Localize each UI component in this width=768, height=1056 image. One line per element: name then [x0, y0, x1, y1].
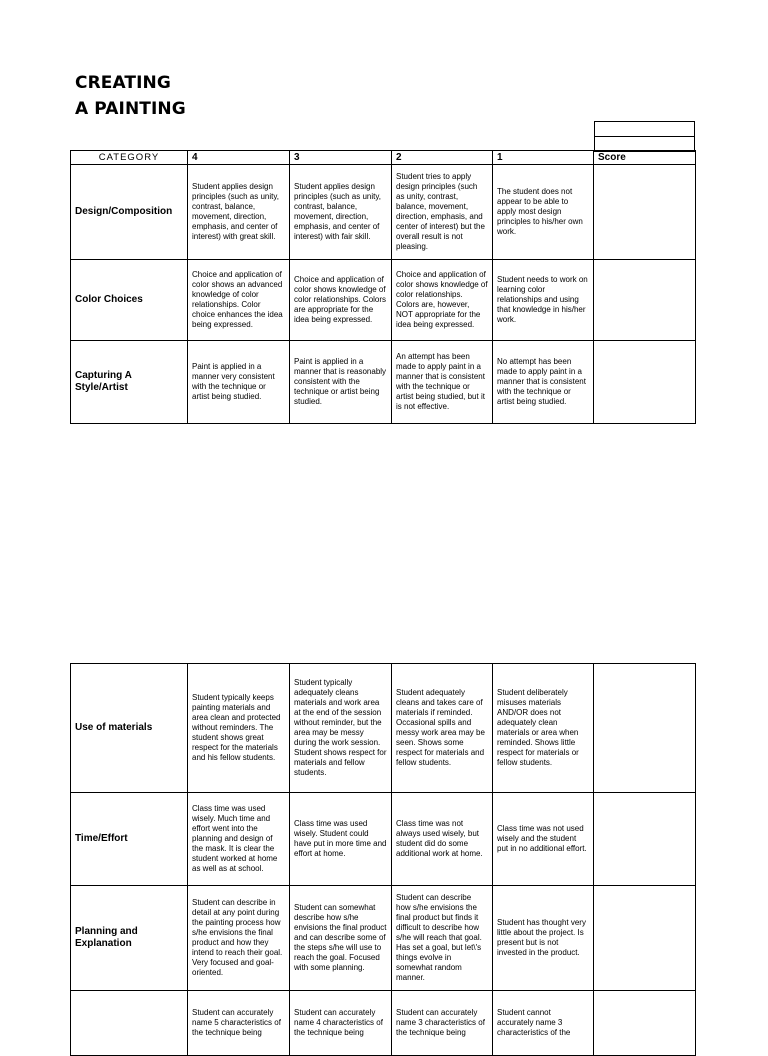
header-row	[71, 151, 696, 165]
level-2-cell: An attempt has been made to apply paint in a manner that is consistent with the technique or artist being studied, but it is not effective.	[392, 341, 493, 424]
row-category: Planning and Explanation	[71, 886, 188, 991]
level-1-cell: Student needs to work on learning color relationships and using that knowledge in his/her work.	[493, 260, 594, 341]
level-2-cell: Class time was not always used wisely, but student did do some additional work at home.	[392, 793, 493, 886]
score-cell[interactable]	[594, 165, 696, 260]
table-row	[71, 793, 696, 886]
table-row	[71, 341, 696, 424]
rubric-table-2	[70, 663, 696, 1056]
level-4-cell: Class time was used wisely. Much time and effort went into the planning and design of the mask. It is clear the student worked at home as well as at school.	[188, 793, 290, 886]
level-1-cell: Class time was not used wisely and the student put in no additional effort.	[493, 793, 594, 886]
level-3-cell: Paint is applied in a manner that is reasonably consistent with the technique or artist being studied.	[290, 341, 392, 424]
level-4-cell: Student can describe in detail at any point during the painting process how s/he envisions the final product and how they intend to reach their goal. Very focused and goal-oriented.	[188, 886, 290, 991]
score-cell[interactable]	[594, 793, 696, 886]
level-2-cell: Student can describe how s/he envisions the final product but finds it difficult to describe how s/he will reach that goal. Has set a goal, but let\'s things evolve in somewhat random manner.	[392, 886, 493, 991]
score-cell[interactable]	[594, 664, 696, 793]
score-cell[interactable]	[594, 260, 696, 341]
title-line-2: A PAINTING	[75, 99, 186, 119]
header-level-4: 4	[188, 151, 290, 165]
header-level-3: 3	[290, 151, 392, 165]
level-1-cell: Student deliberately misuses materials AND/OR does not adequately clean materials or area when reminded. Shows little respect for materials or fellow students.	[493, 664, 594, 793]
table-row	[71, 165, 696, 260]
row-category: Time/Effort	[71, 793, 188, 886]
level-3-cell: Choice and application of color shows knowledge of color relationships. Colors are appropriate for the idea being expressed.	[290, 260, 392, 341]
rubric-table-1	[70, 150, 696, 424]
level-4-cell: Student can accurately name 5 characteristics of the technique being	[188, 991, 290, 1056]
table-row	[71, 991, 696, 1056]
header-score: Score	[594, 151, 696, 165]
level-1-cell: Student has thought very little about the project. Is present but is not invested in the product.	[493, 886, 594, 991]
row-category: Color Choices	[71, 260, 188, 341]
level-2-cell: Student adequately cleans and takes care of materials if reminded. Occasional spills and messy work area may be seen. Shows some respect for materials and fellow students.	[392, 664, 493, 793]
level-4-cell: Student typically keeps painting materials and area clean and protected without reminders. The student shows great respect for the materials and his fellow students.	[188, 664, 290, 793]
row-category	[71, 991, 188, 1056]
table-row	[71, 260, 696, 341]
row-category: Use of materials	[71, 664, 188, 793]
row-category: Capturing A Style/Artist	[71, 341, 188, 424]
level-2-cell: Choice and application of color shows knowledge of color relationships. Colors are, however, NOT appropriate for the idea being expressed.	[392, 260, 493, 341]
header-category: CATEGORY	[71, 151, 188, 165]
level-3-cell: Student applies design principles (such as unity, contrast, balance, movement, direction, emphasis, and center of interest) with fair skill.	[290, 165, 392, 260]
header-level-2: 2	[392, 151, 493, 165]
header-level-1: 1	[493, 151, 594, 165]
level-1-cell: The student does not appear to be able to apply most design principles to his/her own work.	[493, 165, 594, 260]
score-cell[interactable]	[594, 886, 696, 991]
table-row	[71, 886, 696, 991]
level-4-cell: Choice and application of color shows an advanced knowledge of color relationships. Color choice enhances the idea being expressed.	[188, 260, 290, 341]
level-4-cell: Paint is applied in a manner very consistent with the technique or artist being studied.	[188, 341, 290, 424]
row-category: Design/Composition	[71, 165, 188, 260]
level-3-cell: Student typically adequately cleans materials and work area at the end of the session without reminder, but the area may be messy during the work session. Student shows respect for materials and fellow students.	[290, 664, 392, 793]
level-2-cell: Student can accurately name 3 characteristics of the technique being	[392, 991, 493, 1056]
level-3-cell: Student can somewhat describe how s/he envisions the final product and can describe some of the steps s/he will use to reach the goal. Focused with some planning.	[290, 886, 392, 991]
level-1-cell: Student cannot accurately name 3 characteristics of the	[493, 991, 594, 1056]
score-cell[interactable]	[594, 991, 696, 1056]
title-line-1: CREATING	[75, 73, 171, 93]
level-4-cell: Student applies design principles (such as unity, contrast, balance, movement, direction, emphasis, and center of interest) with great skill.	[188, 165, 290, 260]
level-3-cell: Class time was used wisely. Student could have put in more time and effort at home.	[290, 793, 392, 886]
level-2-cell: Student tries to apply design principles (such as unity, contrast, balance, movement, direction, emphasis, and center of interest) but the overall result is not pleasing.	[392, 165, 493, 260]
level-1-cell: No attempt has been made to apply paint in a manner that is consistent with the technique or artist being studied.	[493, 341, 594, 424]
level-3-cell: Student can accurately name 4 characteristics of the technique being	[290, 991, 392, 1056]
document-title	[75, 70, 186, 122]
table-row	[71, 664, 696, 793]
score-box	[594, 121, 695, 152]
score-box-cell	[595, 122, 695, 137]
score-cell[interactable]	[594, 341, 696, 424]
